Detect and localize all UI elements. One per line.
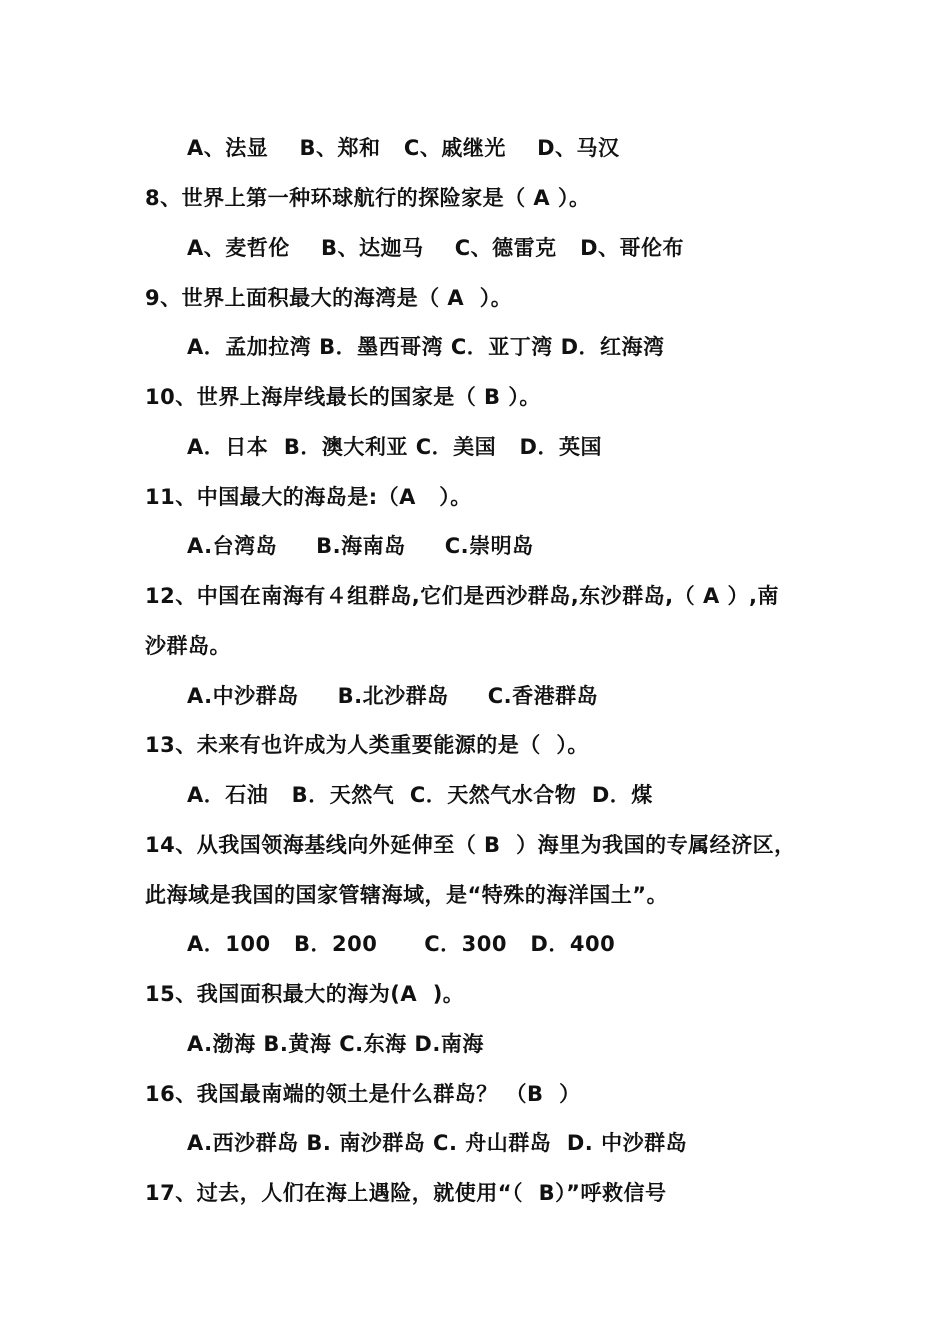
option-line: A．孟加拉湾 B．墨西哥湾 C．亚丁湾 D．红海湾 bbox=[187, 335, 665, 359]
option-line: A．石油 B．天然气 C．天然气水合物 D．煤 bbox=[187, 783, 653, 807]
question-line: 13、未来有也许成为人类重要能源的是（ ）。 bbox=[145, 733, 589, 757]
question-line: 17、过去，人们在海上遇险，就使用“（ B）”呼救信号 bbox=[145, 1181, 667, 1205]
question-line: 10、世界上海岸线最长的国家是（ B ）。 bbox=[145, 385, 541, 409]
question-line: 此海域是我国的国家管辖海域，是“特殊的海洋国土”。 bbox=[145, 883, 669, 907]
option-line: A.中沙群岛 B.北沙群岛 C.香港群岛 bbox=[187, 684, 599, 708]
question-line: 9、世界上面积最大的海湾是（ A ）。 bbox=[145, 286, 513, 310]
question-line: 14、从我国领海基线向外延伸至（ B ）海里为我国的专属经济区， bbox=[145, 833, 796, 857]
option-line: A.渤海 B.黄海 C.东海 D.南海 bbox=[187, 1032, 484, 1056]
question-line: 12、中国在南海有４组群岛,它们是西沙群岛,东沙群岛,（ A ）,南 bbox=[145, 584, 780, 608]
option-line: A.西沙群岛 B. 南沙群岛 C. 舟山群岛 D. 中沙群岛 bbox=[187, 1131, 688, 1155]
option-line: A.台湾岛 B.海南岛 C.崇明岛 bbox=[187, 534, 534, 558]
option-line: A．日本 B．澳大利亚 C．美国 D．英国 bbox=[187, 435, 602, 459]
option-line: A、法显 B、郑和 C、戚继光 D、马汉 bbox=[187, 136, 620, 160]
question-line: 16、我国最南端的领土是什么群岛？ （B ） bbox=[145, 1082, 581, 1106]
question-line: 11、中国最大的海岛是:（A ）。 bbox=[145, 485, 472, 509]
question-line: 沙群岛。 bbox=[145, 634, 231, 658]
question-line: 15、我国面积最大的海为(A )。 bbox=[145, 982, 465, 1006]
option-line: A．100 B．200 C．300 D．400 bbox=[187, 932, 616, 956]
question-line: 8、世界上第一种环球航行的探险家是（ A ）。 bbox=[145, 186, 591, 210]
option-line: A、麦哲伦 B、达迦马 C、德雷克 D、哥伦布 bbox=[187, 236, 685, 260]
